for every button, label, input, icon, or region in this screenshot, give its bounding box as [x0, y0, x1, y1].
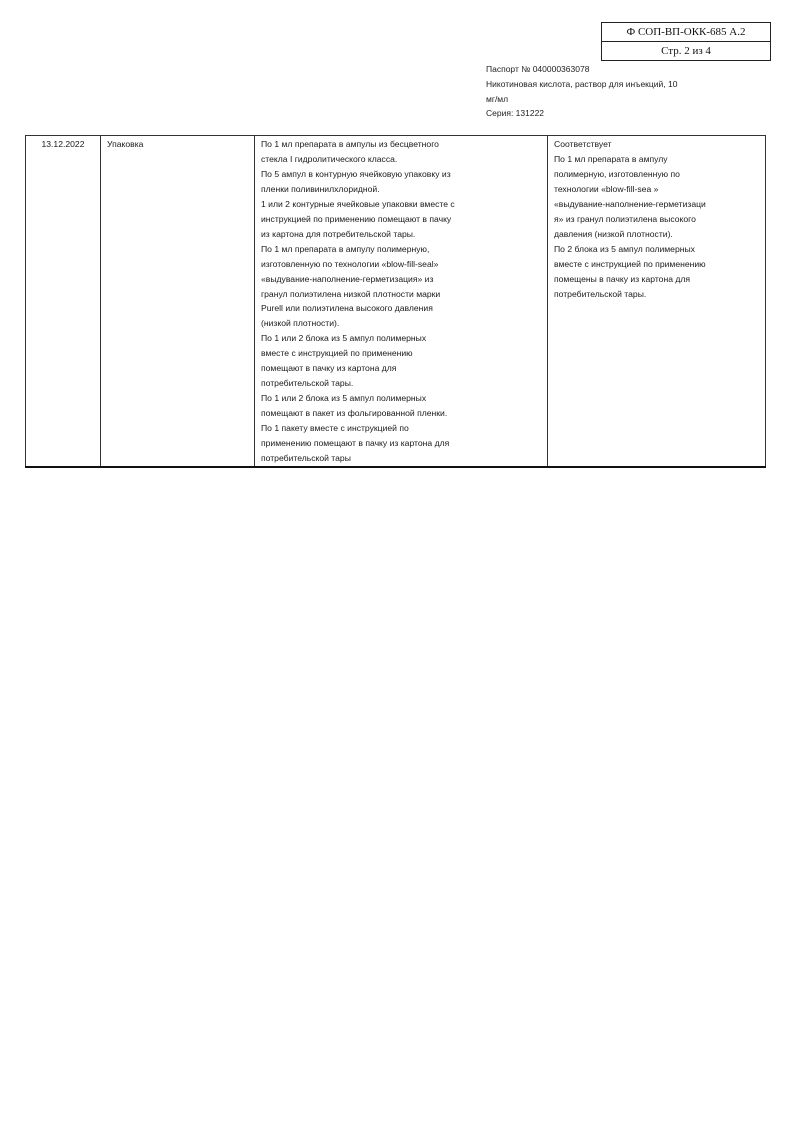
table-row: [26, 136, 766, 467]
form-code-box: [601, 22, 771, 61]
results-table: [25, 135, 766, 468]
result-cell: [548, 136, 766, 467]
series-number: Серия: 131222: [486, 108, 545, 119]
form-code: Ф СОП-ВП-ОКК-685 А.2: [626, 26, 746, 38]
passport-number: Паспорт № 040000363078: [486, 64, 590, 74]
page-number: Стр. 2 из 4: [602, 41, 770, 60]
result-text: Соответствует По 1 мл препарата в ампулу полимерную, изготовленную по технологии «blow-fill-sea » «выдувание-наполнение-герметизаци я» из гранул полиэтилена высокого давления (низкой плотности). По 2 блока из 5 ампул полимерных вместе с инструкцией по применению помещены в пачку из картона для потребительской тары.: [554, 139, 706, 299]
requirement-text: По 1 мл препарата в ампулы из бесцветного стекла I гидролитического класса. По 5 ампул в контурную ячейковую упаковку из пленки поливинилхлоридной. 1 или 2 контурные ячейковые упаковки вместе с инструкцией по применению помещают в пачку из картона для потребительской тары. По 1 мл препарата в ампулу полимерную, изготовленную по технологии «blow-fill-seal» «выдувание-наполнение-герметизация» из гранул полиэтилена низкой плотности марки Purell или полиэтилена высокого давления (низкой плотности). По 1 или 2 блока из 5 ампул полимерных вместе с инструкцией по применению помещают в пачку из картона для потребительской тары. По 1 или 2 блока из 5 ампул полимерных помещают в пакет из фольгированной пленки. По 1 пакету вместе с инструкцией по применению помещают в пачку из картона для потребительской тары: [261, 139, 455, 464]
date-cell: 13.12.2022: [26, 136, 101, 467]
passport-info: [486, 62, 701, 121]
test-name-cell: Упаковка: [101, 136, 255, 467]
requirement-cell: [255, 136, 548, 467]
product-name: Никотиновая кислота, раствор для инъекций, 10 мг/мл: [486, 78, 678, 104]
